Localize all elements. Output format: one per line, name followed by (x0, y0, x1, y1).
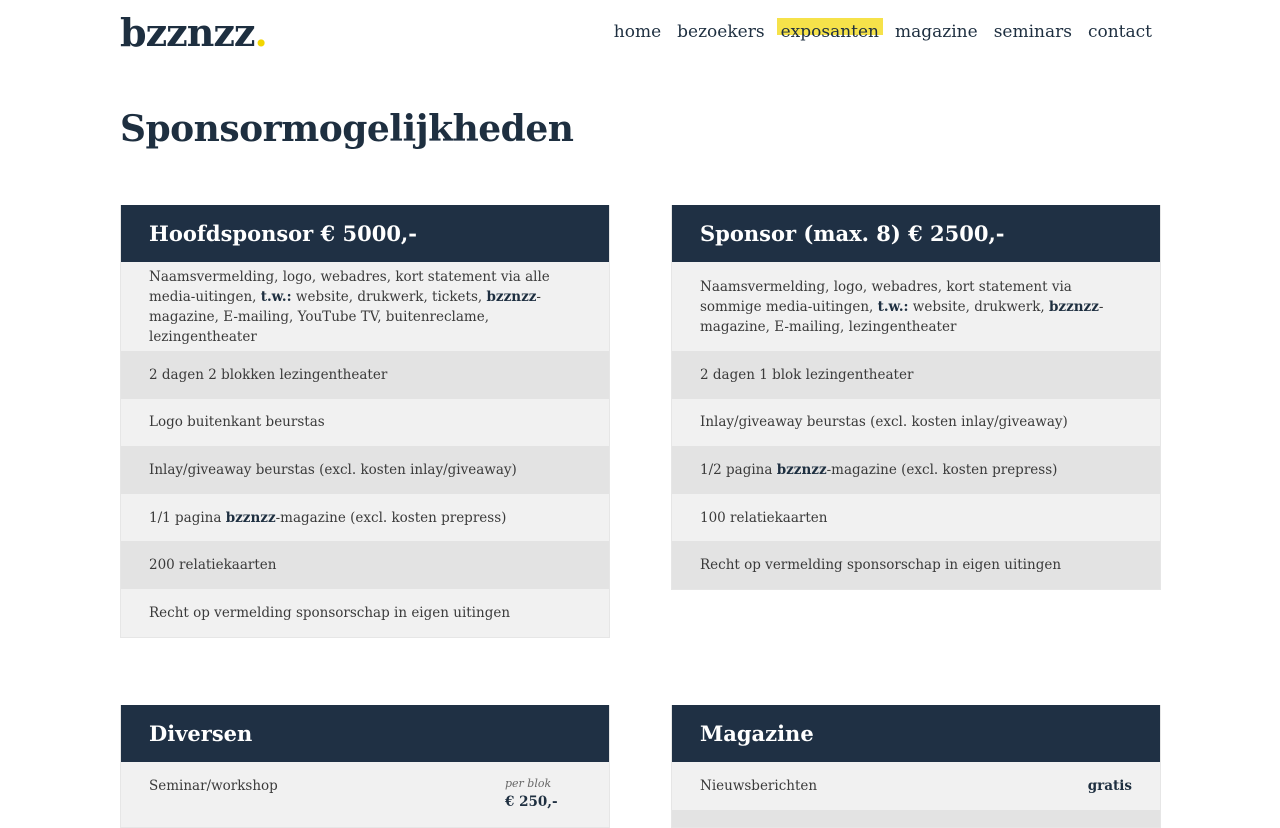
intro-brand: bzznzz (1048, 298, 1099, 315)
magazine-title: Magazine (672, 705, 1160, 762)
item-text-2: -magazine (excl. kosten prepress) (826, 461, 1058, 478)
item-text: 1/2 pagina (700, 461, 777, 478)
hoofdsponsor-intro (121, 262, 609, 351)
item-brand: bzznzz (225, 509, 276, 526)
table-row (672, 810, 1160, 828)
list-item: Inlay/giveaway beurstas (excl. kosten inlay/giveaway) (672, 399, 1160, 447)
list-item (121, 494, 609, 542)
list-item: Inlay/giveaway beurstas (excl. kosten inlay/giveaway) (121, 446, 609, 494)
item-brand: bzznzz (776, 461, 827, 478)
nav-exposanten[interactable]: exposanten (777, 18, 883, 46)
list-item: Logo buitenkant beurstas (121, 399, 609, 447)
price-value: € 250,- (505, 794, 558, 810)
intro-tw: t.w.: (260, 288, 292, 305)
table-row (672, 762, 1160, 810)
intro-text: Naamsvermelding, logo, webadres, kort statement via sommige media-uitingen, (700, 278, 1072, 315)
price-cell (505, 776, 581, 812)
sponsor-intro (672, 262, 1160, 351)
table-row (121, 762, 609, 828)
row-label: Seminar/workshop (149, 778, 278, 794)
list-item: 2 dagen 2 blokken lezingentheater (121, 351, 609, 399)
site-logo[interactable] (120, 8, 267, 58)
intro-text: Naamsvermelding, logo, webadres, kort statement via alle media-uitingen, (149, 268, 550, 305)
intro-brand: bzznzz (486, 288, 537, 305)
logo-text: bzznzz (120, 10, 255, 55)
nav-contact[interactable]: contact (1087, 22, 1152, 42)
list-item (672, 446, 1160, 494)
item-text: 1/1 pagina (149, 509, 226, 526)
sponsor-title: Sponsor (max. 8) € 2500,- (672, 205, 1160, 262)
intro-text-2: website, drukwerk, (908, 298, 1049, 315)
intro-text-3: -magazine, E-mailing, lezingentheater (700, 298, 1104, 335)
nav-seminars[interactable]: seminars (993, 22, 1072, 42)
row-label: Nieuwsberichten (700, 778, 818, 794)
nav-magazine[interactable]: magazine (895, 22, 978, 42)
list-item: 2 dagen 1 blok lezingentheater (672, 351, 1160, 399)
logo-dot: . (254, 10, 267, 55)
intro-tw: t.w.: (877, 298, 909, 315)
main-nav (602, 18, 1156, 46)
intro-text-3: -magazine, E-mailing, YouTube TV, buitenreclame, lezingentheater (149, 288, 541, 345)
magazine-card (671, 705, 1161, 828)
diversen-title: Diversen (121, 705, 609, 762)
hoofdsponsor-card (120, 205, 610, 638)
list-item: 200 relatiekaarten (121, 541, 609, 589)
diversen-card (120, 705, 610, 828)
nav-bezoekers[interactable]: bezoekers (677, 22, 765, 42)
list-item: Recht op vermelding sponsorschap in eigen uitingen (672, 541, 1160, 589)
list-item: 100 relatiekaarten (672, 494, 1160, 542)
list-item: Recht op vermelding sponsorschap in eigen uitingen (121, 589, 609, 637)
item-text-2: -magazine (excl. kosten prepress) (275, 509, 507, 526)
sponsor-card (671, 205, 1161, 590)
price-value: gratis (1087, 778, 1132, 794)
nav-home[interactable]: home (613, 22, 662, 42)
intro-text-2: website, drukwerk, tickets, (291, 288, 487, 305)
page-title: Sponsormogelijkheden (120, 108, 574, 150)
hoofdsponsor-title: Hoofdsponsor € 5000,- (121, 205, 609, 262)
price-note: per blok (505, 777, 552, 790)
